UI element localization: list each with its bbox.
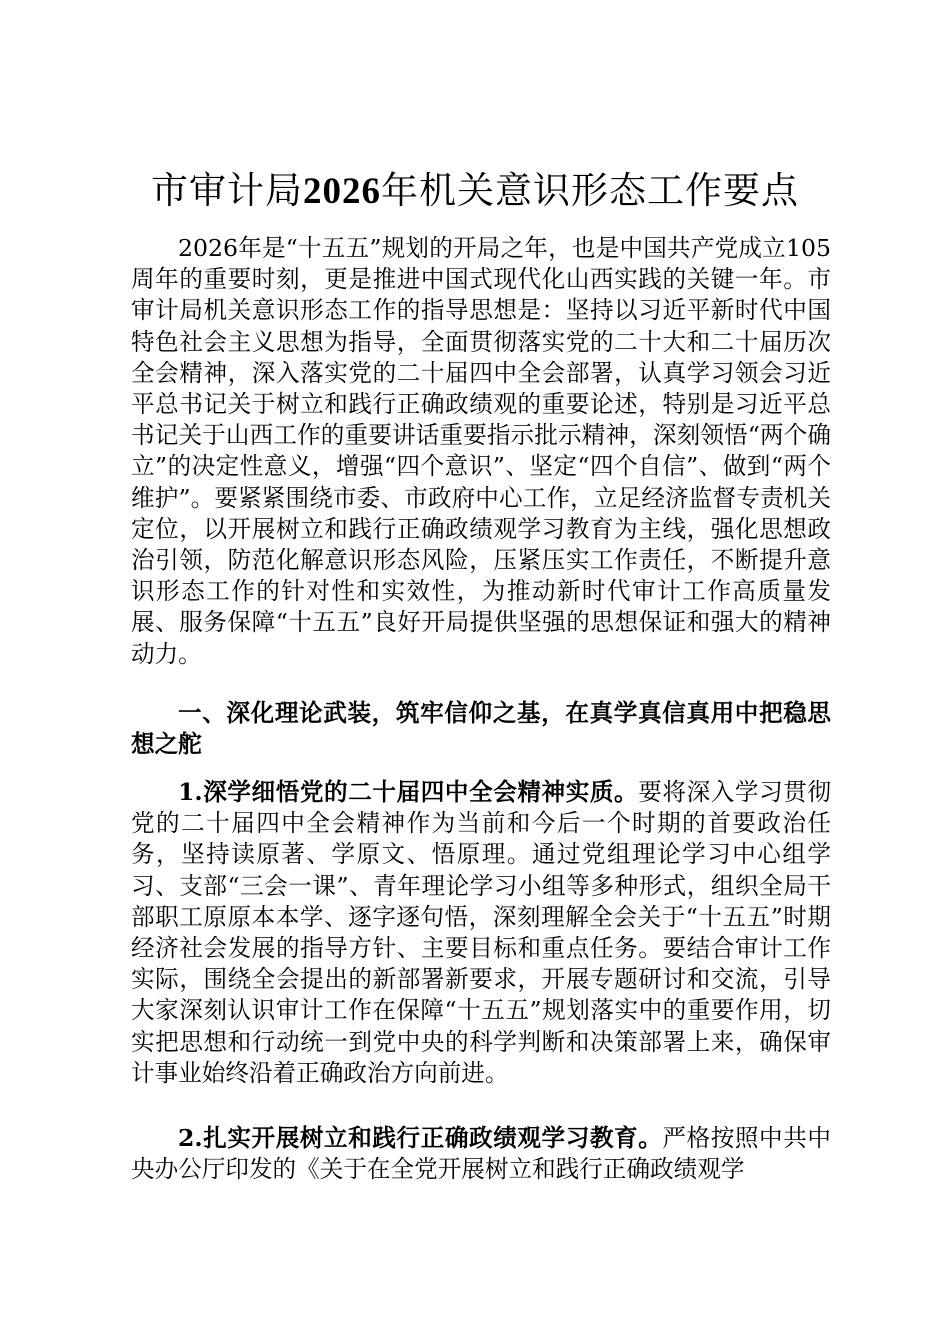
title-suffix: 年机关意识形态工作要点 bbox=[381, 169, 799, 212]
item-1-lead: 1.深学细悟党的二十届四中全会精神实质。 bbox=[178, 778, 639, 806]
item-2-body: 严格按照中共中央办公厅印发的《关于在全党开展树立和践行正确政绩观学 bbox=[131, 1124, 831, 1184]
item-2-lead: 2.扎实开展树立和践行正确政绩观学习教育。 bbox=[178, 1124, 663, 1152]
title-year: 2026 bbox=[303, 171, 381, 212]
intro-paragraph: 2026年是“十五五”规划的开局之年，也是中国共产党成立105周年的重要时刻，更是推进中国式现代化山西实践的关键一年。市审计局机关意识形态工作的指导思想是：坚持以习近平新时代中国特色社会主义思想为指导，全面贯彻落实党的二十大和二十届历次全会精神，深入落实党的二十届四中全会部署，认真学习领会习近平总书记关于树立和践行正确政绩观的重要论述，特别是习近平总书记关于山西工作的重要讲话重要指示批示精神，深刻领悟“两个确立”的决定性意义，增强“四个意识”、坚定“四个自信”、做到“两个维护”。要紧紧围绕市委、市政府中心工作，立足经济监督专责机关定位，以开展树立和践行正确政绩观学习教育为主线，强化思想政治引领，防范化解意识形态风险，压紧压实工作责任，不断提升意识形态工作的针对性和实效性，为推动新时代审计工作高质量发展、服务保障“十五五”良好开局提供坚强的思想保证和强大的精神动力。 bbox=[131, 234, 831, 668]
document-title bbox=[0, 166, 950, 217]
item-1-body: 要将深入学习贯彻党的二十届四中全会精神作为当前和今后一个时期的首要政治任务，坚持读原著、学原文、悟原理。通过党组理论学习中心组学习、支部“三会一课”、青年理论学习小组等多种形式，组织全局干部职工原原本本学、逐字逐句悟，深刻理解全会关于“十五五”时期经济社会发展的指导方针、主要目标和重点任务。要结合审计工作实际，围绕全会提出的新部署新要求，开展专题研讨和交流，引导大家深刻认识审计工作在保障“十五五”规划落实中的重要作用，切实把思想和行动统一到党中央的科学判断和决策部署上来，确保审计事业始终沿着正确政治方向前进。 bbox=[131, 778, 832, 1087]
section-heading-1: 一、深化理论武装，筑牢信仰之基，在真学真信真用中把稳思想之舵 bbox=[131, 699, 831, 759]
title-prefix: 市审计局 bbox=[151, 169, 303, 212]
item-2-paragraph bbox=[131, 1123, 831, 1185]
item-1-paragraph bbox=[131, 777, 831, 1089]
